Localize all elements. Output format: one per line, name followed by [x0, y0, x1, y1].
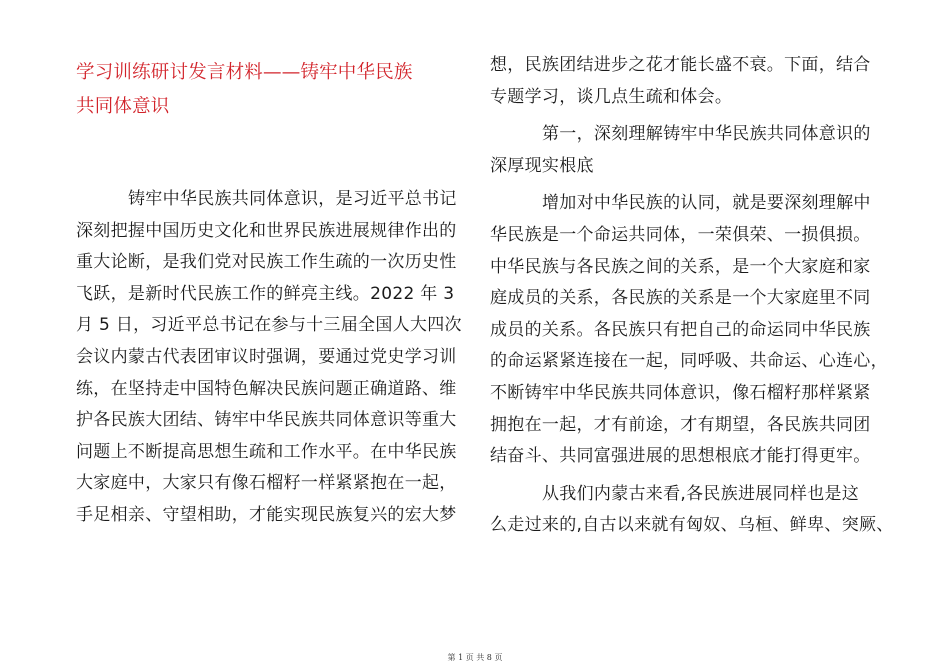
paragraph — [490, 479, 894, 542]
text-line: 会议内蒙古代表团审议时强调，要通过党史学习训 — [76, 346, 457, 367]
text-line: 飞跃，是新时代民族工作的鲜亮主线。2022 年 3 — [76, 283, 455, 304]
text-line: 第一，深刻理解铸牢中华民族共同体意识的 — [542, 124, 871, 145]
text-line: 手足相亲、守望相助，才能实现民族复兴的宏大梦 — [76, 504, 457, 525]
text-line: 么走过来的,自古以来就有匈奴、乌桓、鲜卑、突厥、 — [490, 515, 894, 536]
document-title — [76, 56, 468, 124]
text-line: 华民族是一个命运共同体，一荣俱荣、一损俱损。 — [490, 224, 871, 245]
text-line: 大家庭中，大家只有像石榴籽一样紧紧抱在一起， — [76, 473, 457, 494]
text-line: 月 5 日，习近平总书记在参与十三届全国人大四次 — [76, 315, 462, 336]
text-line: 重大论断，是我们党对民族工作生疏的一次历史性 — [76, 252, 457, 273]
text-line: 增加对中华民族的认同，就是要深刻理解中 — [542, 193, 871, 214]
text-line: 深刻把握中国历史文化和世界民族进展规律作出的 — [76, 220, 457, 241]
paragraph-continuation — [490, 50, 882, 113]
text-line: 深厚现实根底 — [490, 155, 594, 176]
paragraph — [490, 188, 888, 472]
text-line: 的命运紧紧连接在一起，同呼吸、共命运、心连心， — [490, 351, 888, 372]
text-line: 庭成员的关系，各民族的关系是一个大家庭里不同 — [490, 288, 871, 309]
text-line: 拥抱在一起，才有前途，才有期望，各民族共同团 — [490, 414, 871, 435]
text-line: 问题上不断提高思想生疏和工作水平。在中华民族 — [76, 441, 457, 462]
title-line: 共同体意识 — [76, 96, 170, 117]
title-line: 学习训练研讨发言材料——铸牢中华民族 — [76, 62, 413, 83]
text-line: 想，民族团结进步之花才能长盛不衰。下面，结合 — [490, 55, 871, 75]
text-line: 不断铸牢中华民族共同体意识，像石榴籽那样紧紧 — [490, 382, 871, 403]
text-line: 中华民族与各民族之间的关系，是一个大家庭和家 — [490, 256, 871, 277]
text-line: 专题学习，谈几点生疏和体会。 — [490, 86, 733, 107]
section-heading — [490, 119, 882, 182]
text-line: 练，在坚持走中国特色解决民族问题正确道路、维 — [76, 378, 457, 399]
text-line: 护各民族大团结、铸牢中华民族共同体意识等重大 — [76, 410, 457, 431]
text-line: 铸牢中华民族共同体意识，是习近平总书记 — [128, 189, 457, 209]
text-line: 成员的关系。各民族只有把自己的命运同中华民族 — [490, 319, 871, 340]
text-line: 从我们内蒙古来看,各民族进展同样也是这 — [542, 483, 860, 504]
text-line: 结奋斗、共同富强进展的思想根底才能打得更牢。 — [490, 446, 871, 467]
right-body — [490, 50, 894, 542]
page-footer: 第 1 页 共 8 页 — [447, 653, 503, 662]
left-body-paragraph — [76, 184, 468, 532]
